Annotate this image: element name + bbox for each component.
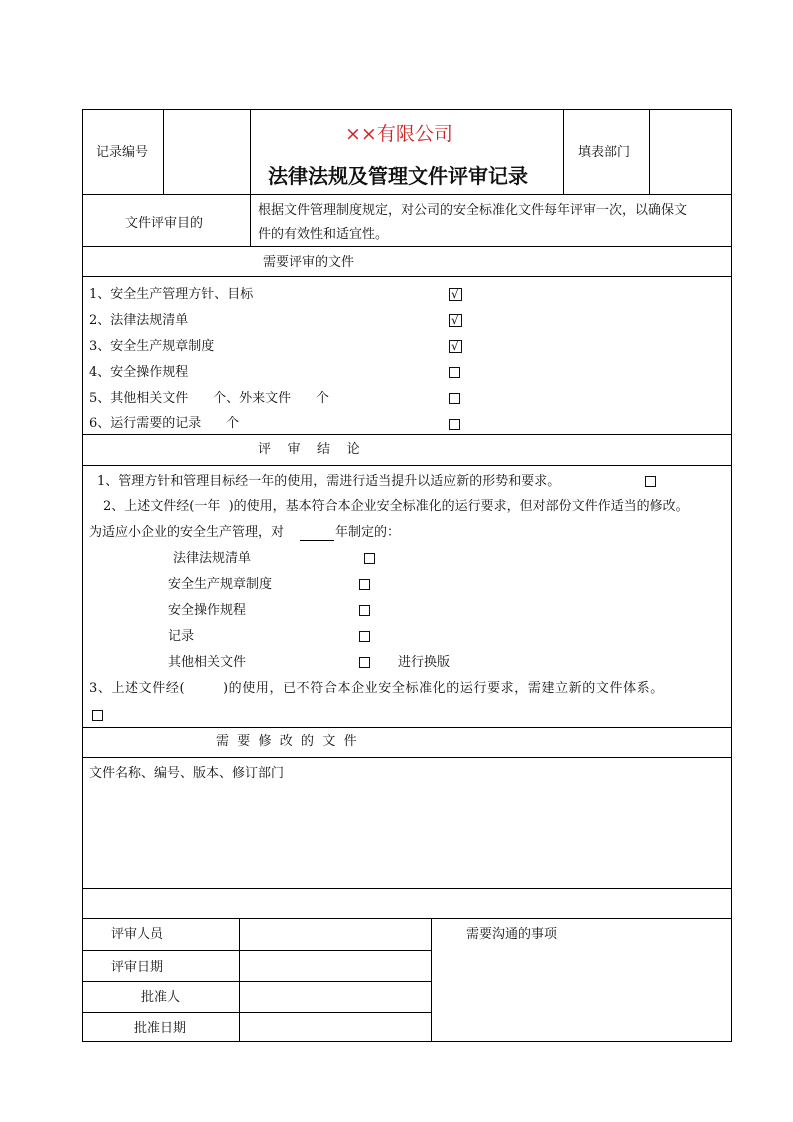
docs-heading: 需要评审的文件 (263, 255, 355, 270)
row-divider (83, 434, 731, 435)
col-divider (250, 110, 251, 246)
row-divider (83, 888, 731, 889)
communication-label: 需要沟通的事项 (466, 927, 558, 942)
doc-item-label: 5、其他相关文件 个、外来文件 个 (89, 391, 329, 406)
modify-heading: 需 要 修 改 的 文 件 (216, 734, 357, 749)
doc-item-checkbox[interactable] (449, 314, 462, 327)
col-divider (563, 110, 564, 194)
col-divider (649, 110, 650, 194)
doc-item-checkbox[interactable] (449, 367, 460, 378)
sub-item-checkbox[interactable] (364, 553, 375, 564)
doc-item-checkbox[interactable] (449, 419, 460, 430)
row-divider (83, 1012, 431, 1013)
row-divider (83, 194, 731, 195)
sub-item-checkbox[interactable] (359, 605, 370, 616)
modify-content-label: 文件名称、编号、版本、修订部门 (89, 766, 285, 781)
sub-item-checkbox[interactable] (359, 657, 370, 668)
company-name: ××有限公司 (345, 123, 453, 145)
sub-item-checkbox[interactable] (359, 579, 370, 590)
dept-label: 填表部门 (578, 145, 631, 160)
conclusion-item-2-cont: 为适应小企业的安全生产管理，对 (89, 525, 285, 540)
conclusion-item-1-checkbox[interactable] (645, 476, 656, 487)
col-divider (431, 918, 432, 1042)
col-divider (239, 918, 240, 1042)
col-divider (163, 110, 164, 194)
conclusion-item-3: 3、上述文件经( )的使用，已不符合本企业安全标准化的运行要求，需建立新的文件体系。 (89, 681, 664, 696)
review-date-label: 评审日期 (111, 960, 164, 975)
record-no-label: 记录编号 (96, 145, 149, 160)
doc-item-checkbox[interactable] (449, 288, 462, 301)
doc-item-checkbox[interactable] (449, 340, 462, 353)
sub-item-label: 安全生产规章制度 (168, 577, 273, 592)
purpose-label: 文件评审目的 (125, 216, 204, 231)
purpose-text-line2: 件的有效性和适宜性。 (258, 227, 389, 242)
conclusion-heading: 评 审 结 论 (258, 442, 360, 457)
sub-item-label: 法律法规清单 (173, 551, 252, 566)
row-divider (83, 757, 731, 758)
conclusion-item-1: 1、管理方针和管理目标经一年的使用，需进行适当提升以适应新的形势和要求。 (97, 474, 561, 489)
doc-item-label: 6、运行需要的记录 个 (89, 416, 240, 431)
reviewers-label: 评审人员 (111, 927, 164, 942)
conclusion-item-2-suffix: 年制定的： (335, 525, 401, 540)
doc-item-label: 3、安全生产规章制度 (89, 339, 215, 354)
doc-item-label: 1、安全生产管理方针、目标 (89, 287, 254, 302)
review-record-form (82, 109, 732, 1042)
row-divider (83, 950, 431, 951)
row-divider (83, 981, 431, 982)
row-divider (83, 246, 731, 247)
row-divider (83, 465, 731, 466)
doc-item-label: 4、安全操作规程 (89, 365, 189, 380)
sub-item-label: 记录 (168, 629, 195, 644)
row-divider (83, 727, 731, 728)
row-divider (83, 276, 731, 277)
conclusion-item-3-checkbox[interactable] (92, 710, 103, 721)
sub-item-label: 其他相关文件 (168, 655, 247, 670)
purpose-text-line1: 根据文件管理制度规定，对公司的安全标准化文件每年评审一次，以确保文 (258, 203, 688, 218)
approver-label: 批准人 (141, 990, 181, 1005)
approval-date-label: 批准日期 (134, 1021, 187, 1036)
conclusion-item-2: 2、上述文件经(一年 )的使用，基本符合本企业安全标准化的运行要求，但对部份文件作适当的修改。 (103, 499, 689, 514)
row-divider (83, 918, 731, 919)
doc-item-label: 2、法律法规清单 (89, 313, 189, 328)
page-title: 法律法规及管理文件评审记录 (268, 164, 528, 188)
sub-item-checkbox[interactable] (359, 631, 370, 642)
year-blank[interactable] (300, 540, 334, 541)
sub-item-label: 安全操作规程 (168, 603, 247, 618)
doc-item-checkbox[interactable] (449, 393, 460, 404)
renew-text: 进行换版 (398, 655, 451, 670)
